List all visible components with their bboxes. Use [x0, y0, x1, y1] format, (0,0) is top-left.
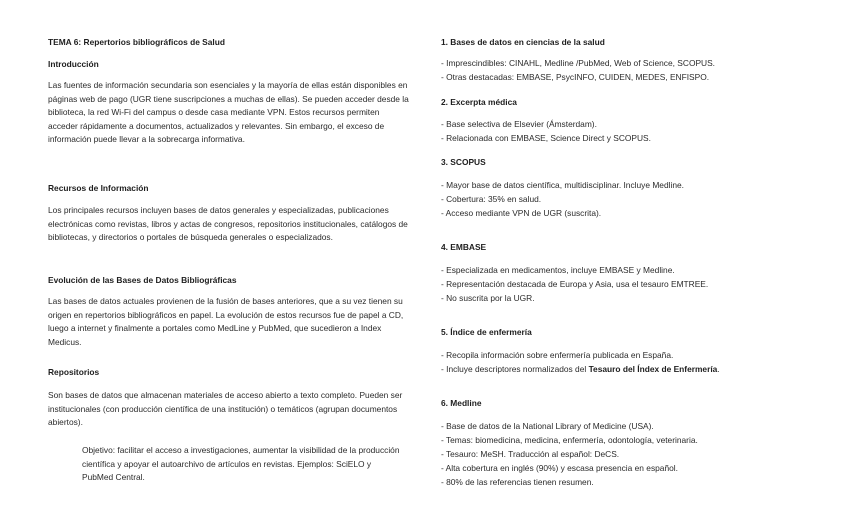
section-1-item: - Imprescindibles: CINAHL, Medline /PubMed, Web of Science, SCOPUS. [441, 58, 716, 68]
intro-heading: Introducción [48, 59, 99, 69]
thesaurus-name: Tesauro del Índex de Enfermería [588, 364, 718, 374]
section-6-heading: 6. Medline [441, 398, 482, 408]
repositories-heading: Repositorios [48, 367, 100, 377]
section-4-item: - Representación destacada de Europa y Asia, usa el tesauro EMTREE. [441, 279, 709, 289]
section-4-item: - Especializada en medicamentos, incluye EMBASE y Medline. [441, 265, 675, 275]
section-1-heading: 1. Bases de datos en ciencias de la salud [441, 37, 605, 47]
section-3-heading: 3. SCOPUS [441, 157, 486, 167]
section-1-item: - Otras destacadas: EMBASE, PsycINFO, CUIDEN, MEDES, ENFISPO. [441, 72, 710, 82]
section-2-item: - Relacionada con EMBASE, Science Direct y SCOPUS. [441, 133, 651, 143]
document-title: TEMA 6: Repertorios bibliográficos de Salud [48, 37, 225, 47]
section-2-heading: 2. Excerpta médica [441, 97, 517, 107]
section-6-item: - 80% de las referencias tienen resumen. [441, 477, 594, 487]
section-5-item-end: . [717, 364, 720, 374]
section-5-heading: 5. Índice de enfermería [441, 327, 532, 337]
repositories-paragraph: Son bases de datos que almacenan materiales de acceso abierto a texto completo. Pueden ser institucionales (con producción científica de una institución) o temáticos (agrupan documentos abiertos). [48, 390, 403, 428]
section-3-item: - Acceso mediante VPN de UGR (suscrita). [441, 208, 602, 218]
section-4-heading: 4. EMBASE [441, 242, 487, 252]
section-5-item [441, 363, 720, 377]
section-6-item: - Base de datos de la National Library of Medicine (USA). [441, 421, 654, 431]
section-6-item: - Tesauro: MeSH. Traducción al español: DeCS. [441, 449, 620, 459]
section-4-item: - No suscrita por la UGR. [441, 293, 535, 303]
section-5-item-text: - Incluye descriptores normalizados del [441, 364, 589, 374]
section-2-item: - Base selectiva de Elsevier (Ámsterdam). [441, 119, 597, 129]
section-6-item: - Temas: biomedicina, medicina, enfermería, odontología, veterinaria. [441, 435, 698, 445]
evolution-paragraph: Las bases de datos actuales provienen de la fusión de bases anteriores, que a su vez tienen su origen en repertorios bibliográficos en papel. La evolución de estos recursos fue de papel a CD, luego a internet y finalmente a portales como MedLine y PubMed, que sucedieron a Index Medicus. [48, 296, 404, 347]
evolution-heading: Evolución de las Bases de Datos Bibliográficas [48, 275, 237, 285]
intro-paragraph: Las fuentes de información secundaria son esenciales y la mayoría de ellas están disponibles en páginas web de pago (UGR tiene suscripciones a muchas de ellas). Se pueden acceder desde la biblioteca, la red Wi-Fi del campus o desde casa mediante VPN. Estos recursos permiten acceder rápidamente a documentos, actualizados y relevantes. Sin embargo, el exceso de información puede llevar a la sobrecarga informativa. [48, 80, 409, 145]
objective-paragraph: Objetivo: facilitar el acceso a investigaciones, aumentar la visibilidad de la producción científica y apoyar el autoarchivo de artículos en revistas. Ejemplos: SciELO y PubMed Central. [82, 445, 400, 483]
section-6-item: - Alta cobertura en inglés (90%) y escasa presencia en español. [441, 463, 678, 473]
resources-heading: Recursos de Información [48, 183, 149, 193]
resources-paragraph: Los principales recursos incluyen bases de datos generales y especializadas, publicaciones electrónicas como revistas, libros y actas de congresos, repositorios institucionales, catálogos de bibliotecas, y directorios o portales de búsqueda generales o especializados. [48, 205, 408, 243]
section-3-item: - Mayor base de datos científica, multidisciplinar. Incluye Medline. [441, 180, 684, 190]
section-5-item: - Recopila información sobre enfermería publicada en España. [441, 350, 674, 360]
section-3-item: - Cobertura: 35% en salud. [441, 194, 542, 204]
